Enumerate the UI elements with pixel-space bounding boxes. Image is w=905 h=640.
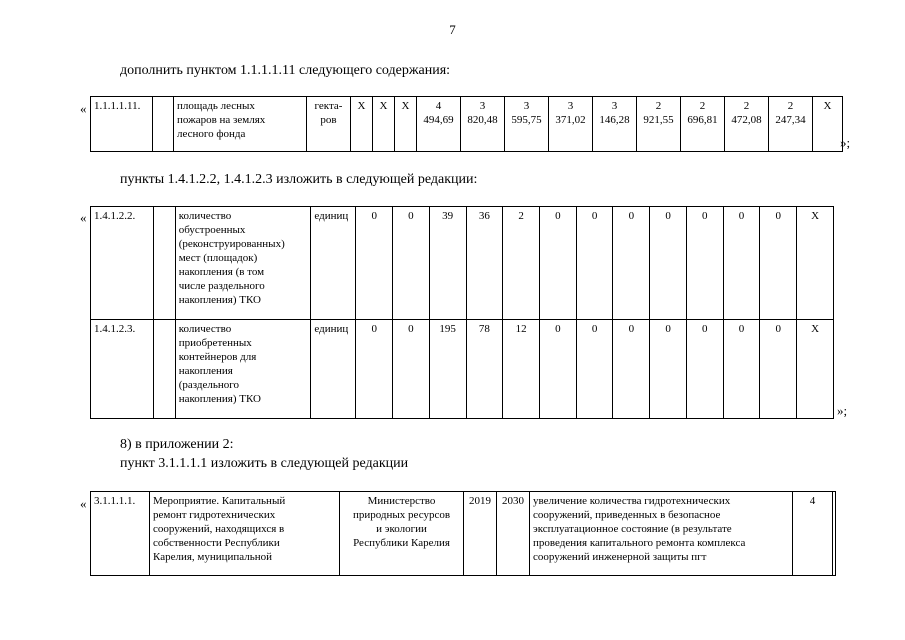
value-cell: 2 247,34: [769, 97, 813, 152]
value-cell: 0: [540, 207, 577, 320]
blank-cell: [153, 97, 174, 152]
indicator-cell: 4: [793, 492, 833, 576]
executor-cell: Министерство природных ресурсов и экологии Республики Карелия: [340, 492, 464, 576]
value-cell: 0: [393, 320, 430, 419]
item-code: 3.1.1.1.1.: [91, 492, 150, 576]
value-cell: 3 146,28: [593, 97, 637, 152]
value-cell: Х: [395, 97, 417, 152]
value-cell: 0: [686, 320, 723, 419]
value-cell: 2 472,08: [725, 97, 769, 152]
value-cell: 0: [576, 207, 613, 320]
value-cell: 2 696,81: [681, 97, 725, 152]
value-cell: 0: [723, 320, 760, 419]
section3-open-quote: «: [80, 496, 87, 511]
value-cell: 4 494,69: [417, 97, 461, 152]
indicator-name: количество обустроенных (реконструированных) мест (площадок) накопления (в том числе раздельного накопления) ТКО: [175, 207, 311, 320]
value-cell: 0: [393, 207, 430, 320]
indicator-name: площадь лесных пожаров на землях лесного фонда: [174, 97, 307, 152]
value-cell: 0: [356, 207, 393, 320]
event-name: Мероприятие. Капитальный ремонт гидротехнических сооружений, находящихся в собственности Республики Карелия, муниципальной: [150, 492, 340, 576]
value-cell: 2: [503, 207, 540, 320]
value-cell: 0: [613, 320, 650, 419]
value-cell: 12: [503, 320, 540, 419]
value-cell: 0: [686, 207, 723, 320]
blank-cell: [833, 492, 836, 576]
value-cell: 3 820,48: [461, 97, 505, 152]
value-cell: 2 921,55: [637, 97, 681, 152]
value-cell: 3 371,02: [549, 97, 593, 152]
section3-heading-2: пункт 3.1.1.1.1 изложить в следующей редакции: [120, 456, 409, 471]
table-row: [91, 97, 843, 152]
value-cell: 195: [429, 320, 466, 419]
year-start-cell: 2019: [464, 492, 497, 576]
table-items-1-4-1-2: [90, 206, 834, 419]
value-cell: Х: [797, 207, 834, 320]
table-item-1-1-1-1-11: [90, 96, 843, 152]
result-cell: увеличение количества гидротехнических сооружений, приведенных в безопасное эксплуатационное состояние (в результате проведения капитального ремонта комплекса сооружений инженерной защиты пгт: [530, 492, 793, 576]
unit-cell: гекта- ров: [307, 97, 351, 152]
unit-cell: единиц: [311, 320, 356, 419]
value-cell: 3 595,75: [505, 97, 549, 152]
value-cell: 0: [723, 207, 760, 320]
value-cell: 0: [650, 207, 687, 320]
section1-intro: дополнить пунктом 1.1.1.1.11 следующего содержания:: [120, 63, 451, 78]
value-cell: 0: [356, 320, 393, 419]
value-cell: 0: [613, 207, 650, 320]
unit-cell: единиц: [311, 207, 356, 320]
page-number: 7: [449, 22, 456, 37]
blank-cell: [154, 207, 175, 320]
item-code: 1.4.1.2.2.: [91, 207, 154, 320]
value-cell: Х: [351, 97, 373, 152]
value-cell: 0: [576, 320, 613, 419]
value-cell: Х: [813, 97, 843, 152]
value-cell: 39: [429, 207, 466, 320]
year-end-cell: 2030: [497, 492, 530, 576]
value-cell: 0: [760, 207, 797, 320]
section2-intro: пункты 1.4.1.2.2, 1.4.1.2.3 изложить в следующей редакции:: [120, 172, 478, 187]
blank-cell: [154, 320, 175, 419]
item-code: 1.1.1.1.11.: [91, 97, 153, 152]
value-cell: 0: [540, 320, 577, 419]
table-row: [91, 320, 834, 419]
section1-open-quote: «: [80, 101, 87, 116]
value-cell: Х: [373, 97, 395, 152]
value-cell: 36: [466, 207, 503, 320]
value-cell: 78: [466, 320, 503, 419]
table-item-3-1-1-1-1: [90, 491, 836, 576]
value-cell: Х: [797, 320, 834, 419]
value-cell: 0: [760, 320, 797, 419]
table-row: [91, 492, 836, 576]
section2-close-quote: »;: [837, 403, 848, 418]
section3-heading-1: 8) в приложении 2:: [120, 437, 234, 452]
item-code: 1.4.1.2.3.: [91, 320, 154, 419]
table-row: [91, 207, 834, 320]
section1-close-quote: »;: [840, 135, 851, 150]
value-cell: 0: [650, 320, 687, 419]
section2-open-quote: «: [80, 210, 87, 225]
indicator-name: количество приобретенных контейнеров для накопления (раздельного накопления) ТКО: [175, 320, 311, 419]
